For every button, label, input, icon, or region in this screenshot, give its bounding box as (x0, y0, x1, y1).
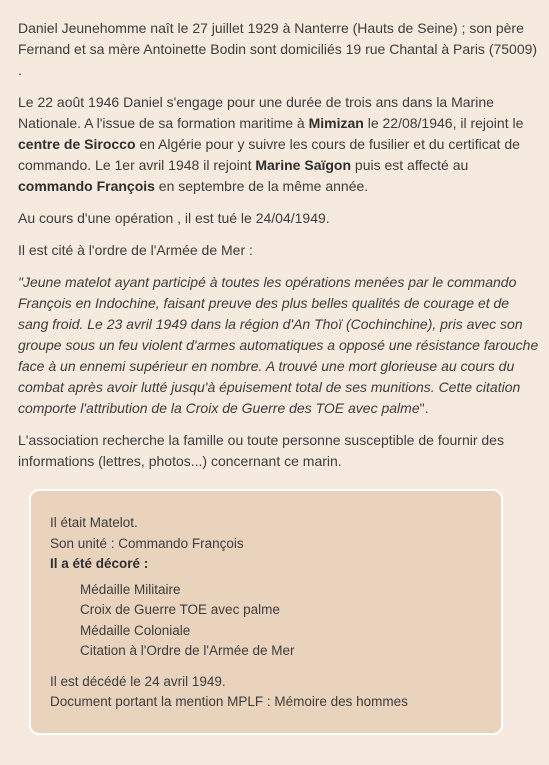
service-text-1: Le 22 août 1946 Daniel s'engage pour une durée de trois ans dans la Marine Nationale. A l'issue de sa formation maritime à (18, 94, 494, 131)
service-text-5: en septembre de la même année. (154, 178, 369, 194)
rank-line: Il était Matelot. (50, 515, 138, 530)
commando-highlight: commando François (18, 178, 155, 194)
saigon-highlight: Marine Saïgon (255, 157, 352, 173)
citation-paragraph (18, 272, 540, 419)
service-text-3: en Algérie pour y suivre les cours de fusilier et du certificat de commando. Le 1er avril 1948 il rejoint (18, 136, 520, 173)
death-paragraph: Au cours d'une opération , il est tué le 24/04/1949. (18, 210, 330, 226)
decorations-list (50, 580, 501, 662)
decoration-item: Médaille Coloniale (80, 622, 191, 638)
sirocco-highlight: centre de Sirocco (18, 136, 136, 152)
source-line: Document portant la mention MPLF : Mémoire des hommes (50, 694, 408, 709)
unit-line: Son unité : Commando François (50, 535, 244, 551)
mimizan-highlight: Mimizan (308, 115, 364, 131)
citation-end: ". (419, 400, 429, 416)
death-date-line: Il est décédé le 24 avril 1949. (50, 673, 226, 689)
citation-quote: "Jeune matelot ayant participé à toutes les opérations menées par le commando François en Indochine, faisant preuve des plus belles qualités de courage et de sang froid. Le 23 avril 1949 dans la région d'An Thoï (Cochinchine), pris avec son groupe sous un feu violent d'armes automatiques a opposé une résistance farouche face à un ennemi supérieur en nombre. A trouvé une mort glorieuse au cours du combat après avoir lutté jusqu'à épuisement total de ses munitions. Cette citation comporte l'attribution de la Croix de Guerre des TOE avec palme (18, 274, 539, 416)
decoration-item: Citation à l'Ordre de l'Armée de Mer (80, 643, 295, 658)
appeal-paragraph: L'association recherche la famille ou toute personne susceptible de fournir des informations (lettres, photos...) concernant ce marin. (18, 432, 504, 469)
service-paragraph (18, 92, 540, 197)
citation-intro: Il est cité à l'ordre de l'Armée de Mer : (18, 242, 253, 258)
service-text-4: puis est affecté au (351, 157, 469, 173)
decoration-item: Médaille Militaire (80, 581, 181, 597)
intro-paragraph: Daniel Jeunehomme naît le 27 juillet 1929 à Nanterre (Hauts de Seine) ; son père Fernand et sa mère Antoinette Bodin sont domiciliés 19 rue Chantal à Paris (75009) . (18, 20, 538, 78)
decorations-title: Il a été décoré : (50, 556, 149, 571)
article-body (18, 18, 540, 483)
decoration-item: Croix de Guerre TOE avec palme (80, 602, 280, 617)
service-text-2: le 22/08/1946, il rejoint le (363, 115, 524, 131)
summary-box (29, 489, 503, 735)
